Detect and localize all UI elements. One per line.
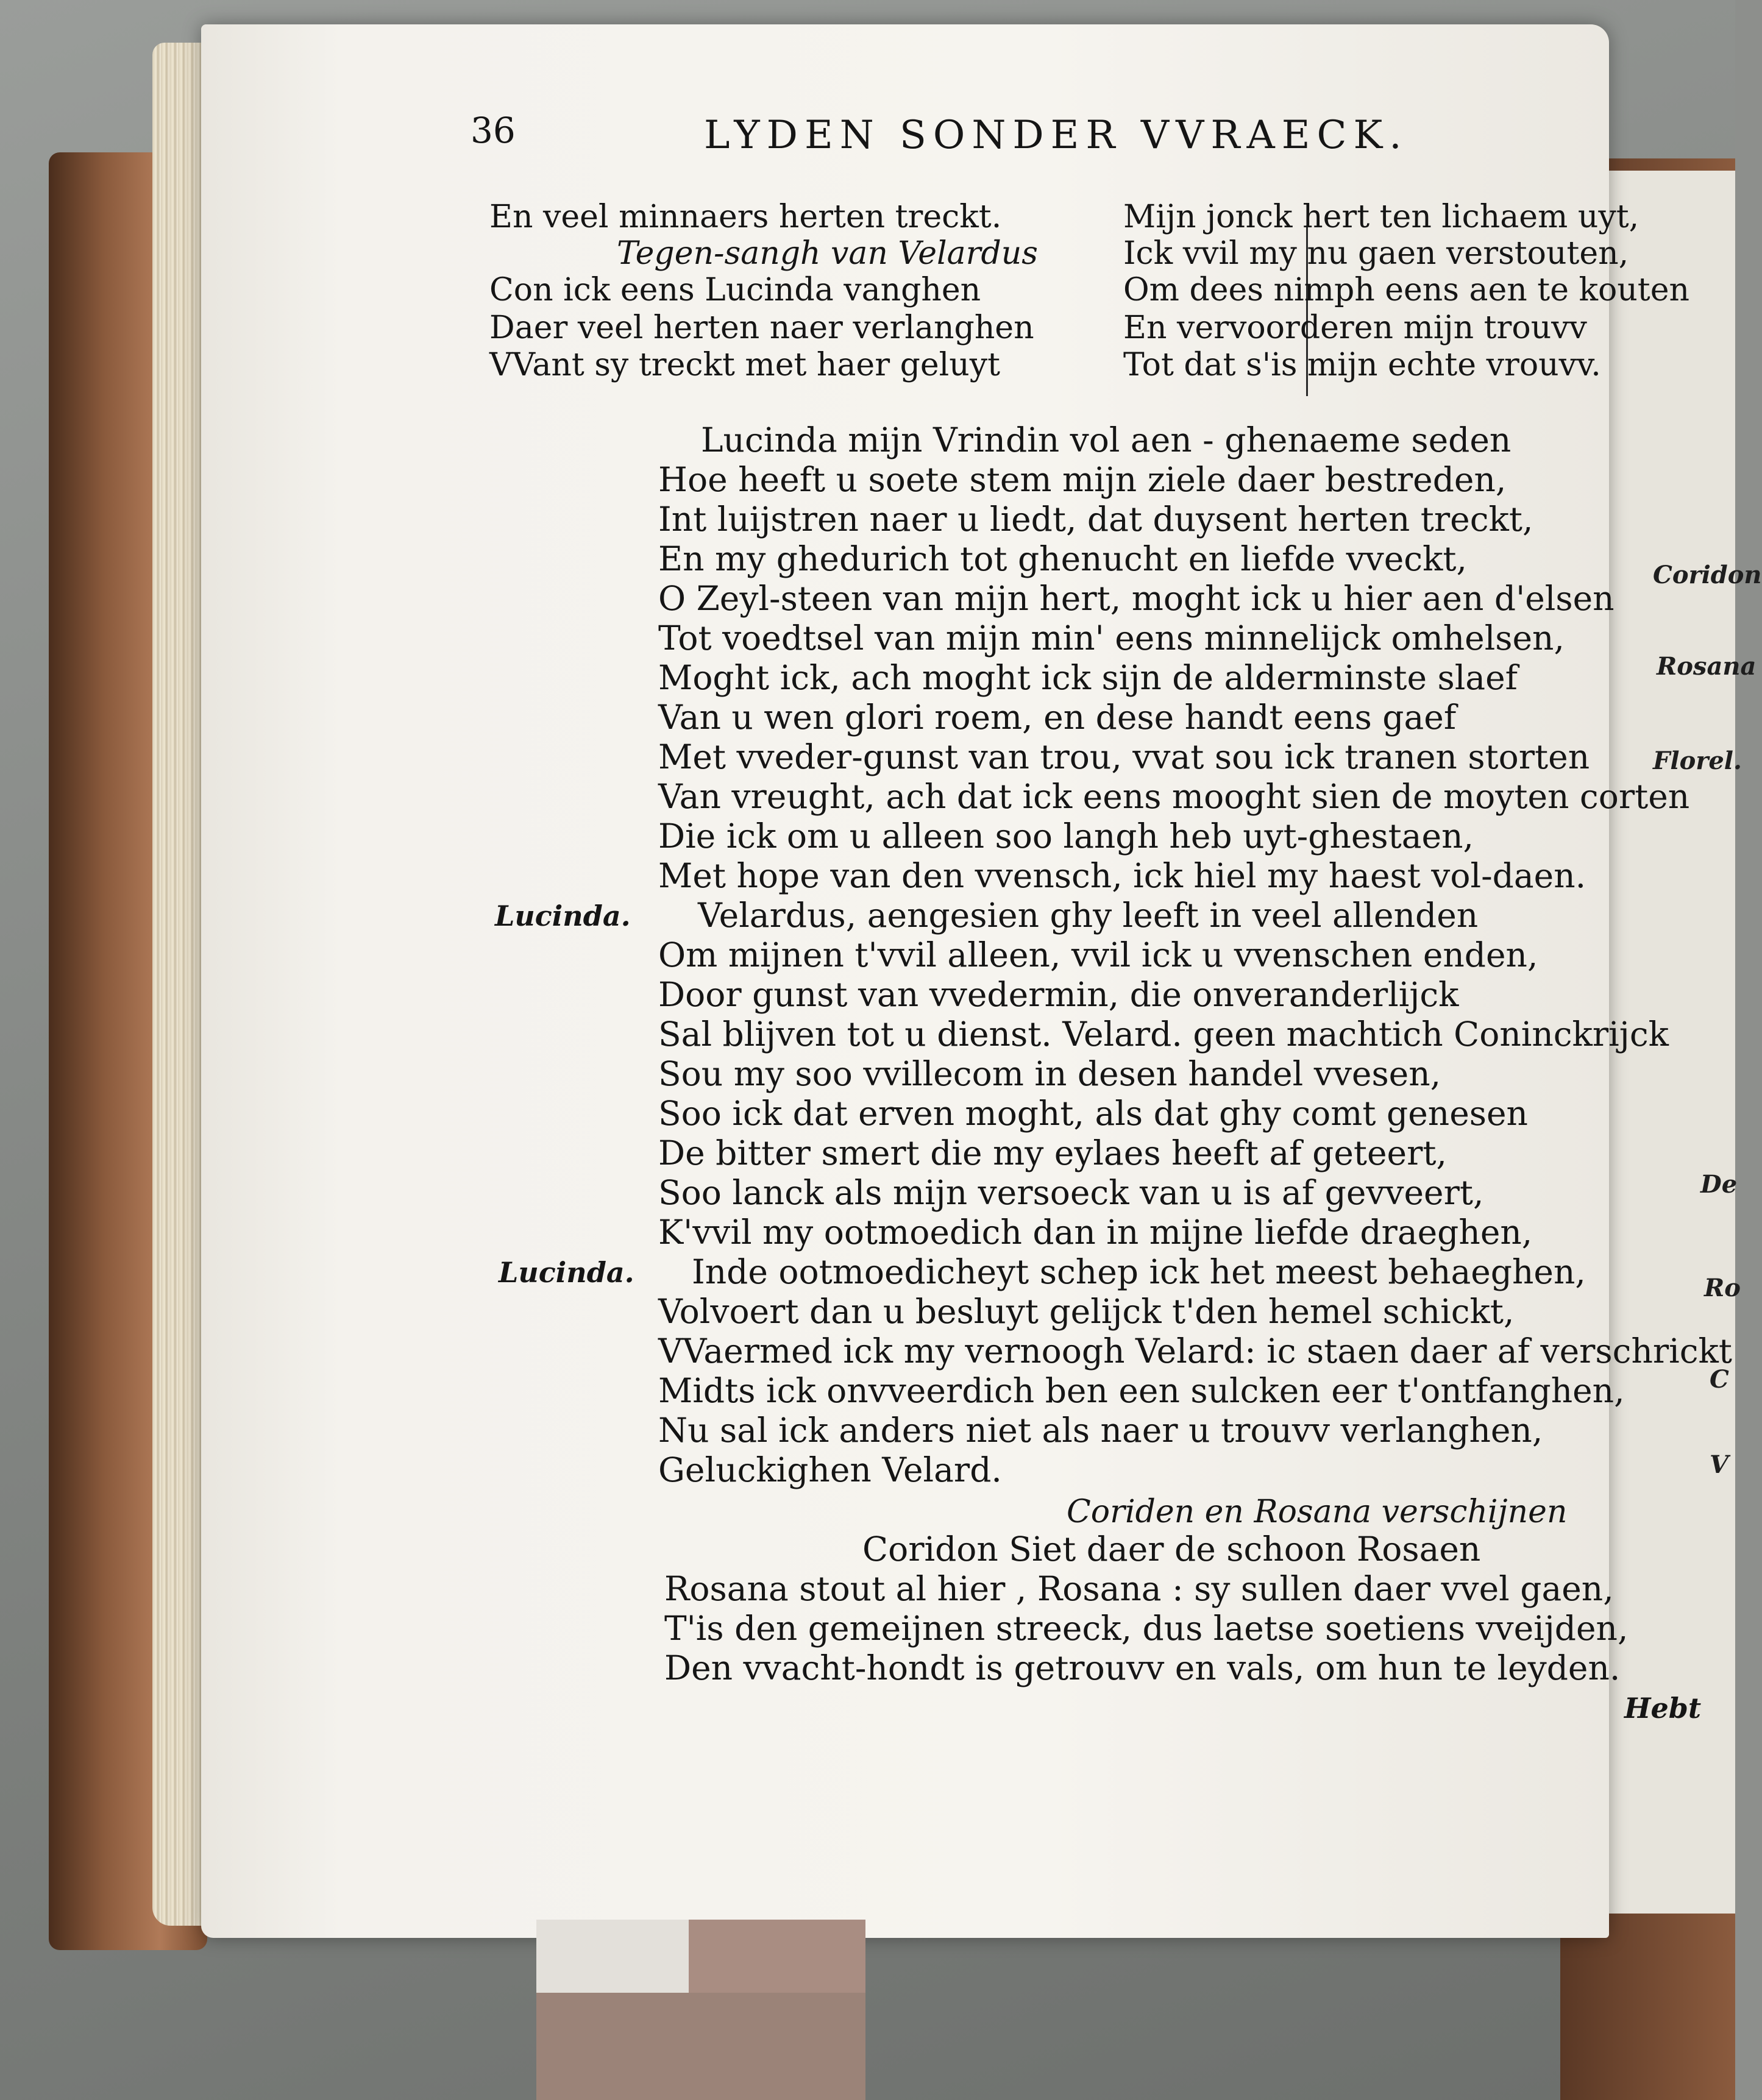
stage-direction: Coriden en Rosana verschijnen — [1067, 1494, 1568, 1530]
verse-line: Velardus, aengesien ghy leeft in veel allenden — [698, 896, 1479, 935]
verse-line: Om mijnen t'vvil alleen, vvil ick u vvenschen enden, — [658, 935, 1538, 974]
speaker-name: Lucinda. — [499, 1256, 634, 1289]
song-left-line: En veel minnaers herten treckt. — [489, 199, 1002, 235]
verse-line: Lucinda mijn Vrindin vol aen - ghenaeme seden — [701, 420, 1512, 459]
song-left-line: Con ick eens Lucinda vanghen — [489, 272, 981, 308]
verse-line: Coridon Siet daer de schoon Rosaen — [862, 1530, 1481, 1569]
verse-line: Door gunst van vvedermin, die onveranderlijck — [658, 975, 1459, 1014]
catchword: Hebt — [1624, 1692, 1702, 1725]
verse-line: En my ghedurich tot ghenucht en liefde vveckt, — [658, 539, 1467, 578]
verse-line: Den vvacht-hondt is getrouvv en vals, om hun te leyden. — [664, 1648, 1621, 1687]
verse-line: Nu sal ick anders niet als naer u trouvv verlanghen, — [658, 1411, 1543, 1450]
verse-line: T'is den gemeijnen streeck, dus laetse soetiens vveijden, — [664, 1609, 1629, 1648]
verse-line: O Zeyl-steen van mijn hert, moght ick u hier aen d'elsen — [658, 579, 1615, 618]
verse-line: Soo ick dat erven moght, als dat ghy comt genesen — [658, 1094, 1528, 1133]
song-right-line: Tot dat s'is mijn echte vrouvv. — [1123, 347, 1601, 383]
verse-line: Rosana stout al hier , Rosana : sy sullen daer vvel gaen, — [664, 1569, 1614, 1608]
verse-line: Tot voedtsel van mijn min' eens minnelijck omhelsen, — [658, 619, 1565, 658]
page-number: 36 — [471, 110, 516, 151]
verse-line: Sal blijven tot u dienst. Velard. geen machtich Coninckrijck — [658, 1015, 1669, 1054]
song-right-line: Ick vvil my nu gaen verstouten, — [1123, 235, 1629, 272]
verse-line: De bitter smert die my eylaes heeft af geteert, — [658, 1133, 1447, 1172]
song-right-line: Om dees nimph eens aen te kouten — [1123, 272, 1689, 308]
facing-page-fragment: Florel. — [1653, 747, 1742, 775]
verse-line: VVaermed ick my vernoogh Velard: ic staen daer af verschrickt — [658, 1332, 1732, 1371]
verse-line: Met hope van den vvensch, ick hiel my haest vol-daen. — [658, 856, 1586, 895]
verse-line: Van u wen glori roem, en dese handt eens gaef — [658, 698, 1457, 737]
verse-line: Midts ick onvveerdich ben een sulcken eer t'ontfanghen, — [658, 1371, 1625, 1410]
bottom-strip — [536, 1993, 865, 2100]
verse-line: Hoe heeft u soete stem mijn ziele daer bestreden, — [658, 460, 1507, 499]
facing-page-fragment: Coridon — [1653, 561, 1762, 589]
facing-page-fragment: Ro — [1704, 1274, 1741, 1302]
verse-line: Met vveder-gunst van trou, vvat sou ick tranen storten — [658, 737, 1590, 776]
verse-line: Die ick om u alleen soo langh heb uyt-ghestaen, — [658, 817, 1474, 856]
verse-line: Sou my soo vvillecom in desen handel vvesen, — [658, 1054, 1441, 1093]
speaker-name: Lucinda. — [495, 899, 631, 932]
verse-line: Geluckighen Velard. — [658, 1450, 1002, 1489]
verse-line: Soo lanck als mijn versoeck van u is af gevveert, — [658, 1173, 1484, 1212]
verse-line: Van vreught, ach dat ick eens mooght sien de moyten corten — [658, 777, 1690, 816]
facing-page-fragment: V — [1710, 1450, 1729, 1479]
verse-line: Inde ootmoedicheyt schep ick het meest behaeghen, — [692, 1252, 1586, 1291]
song-left-line: Daer veel herten naer verlanghen — [489, 310, 1034, 346]
verse-line: Int luijstren naer u liedt, dat duysent herten treckt, — [658, 500, 1533, 539]
song-left-line: VVant sy treckt met haer geluyt — [489, 347, 1001, 383]
facing-page-fragment: C — [1710, 1365, 1729, 1394]
bottom-strip — [689, 1920, 865, 1993]
song-right-line: En vervoorderen mijn trouvv — [1123, 310, 1587, 346]
verse-line: K'vvil my ootmoedich dan in mijne liefde draeghen, — [658, 1213, 1533, 1252]
song-left-line: Tegen-sangh van Velardus — [617, 235, 1038, 272]
facing-page-fragment: Rosana — [1657, 652, 1757, 681]
bottom-strip — [536, 1920, 689, 1993]
facing-page-fragment: De — [1700, 1170, 1738, 1199]
running-title: LYDEN SONDER VVRAECK. — [704, 113, 1409, 158]
verse-line: Volvoert dan u besluyt gelijck t'den hemel schickt, — [658, 1292, 1515, 1331]
song-right-line: Mijn jonck hert ten lichaem uyt, — [1123, 199, 1639, 235]
verse-line: Moght ick, ach moght ick sijn de alderminste slaef — [658, 658, 1518, 697]
